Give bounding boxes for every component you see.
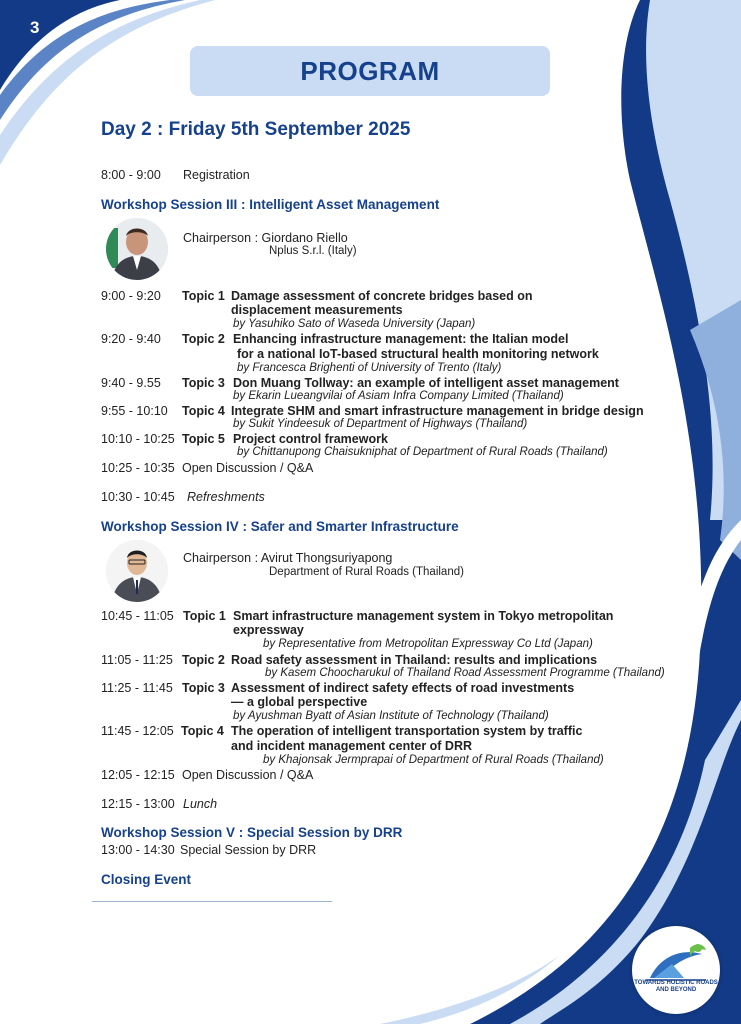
s3-topic1-label: Topic 1 [182, 289, 225, 303]
s4-topic1-label: Topic 1 [183, 609, 226, 623]
s4-discussion-time: 12:05 - 12:15 [101, 768, 175, 782]
registration-label: Registration [183, 168, 250, 182]
s4-topic3-title: Assessment of indirect safety effects of road investments [231, 681, 575, 695]
s4-topic4-title: The operation of intelligent transportation system by traffic [231, 724, 583, 738]
s4-topic3-label: Topic 3 [182, 681, 225, 695]
s3-discussion-label: Open Discussion / Q&A [182, 461, 314, 475]
s3-topic2-label: Topic 2 [182, 332, 225, 346]
s4-topic2-speaker: by Kasem Choocharukul of Thailand Road Assessment Programme (Thailand) [265, 667, 665, 679]
s3-topic5-speaker: by Chittanupong Chaisukniphat of Department of Rural Roads (Thailand) [237, 446, 608, 458]
s4-topic1-title: Smart infrastructure management system in Tokyo metropolitan [233, 609, 614, 623]
s4-topic3-speaker: by Ayushman Byatt of Asian Institute of Technology (Thailand) [233, 710, 549, 722]
s3-topic5-time: 10:10 - 10:25 [101, 432, 175, 446]
s4-break-time: 12:15 - 13:00 [101, 797, 175, 811]
page-number: 3 [30, 18, 40, 37]
s4-topic4-label: Topic 4 [181, 724, 224, 738]
s3-topic3-time: 9:40 - 9.55 [101, 376, 161, 390]
session4-chair-org: Department of Rural Roads (Thailand) [269, 566, 464, 578]
s4-topic1-time: 10:45 - 11:05 [101, 609, 174, 623]
s3-topic1-title-2: displacement measurements [231, 303, 403, 317]
s3-topic1-time: 9:00 - 9:20 [101, 289, 161, 303]
day-heading: Day 2 : Friday 5th September 2025 [101, 119, 411, 140]
s5-time: 13:00 - 14:30 [101, 843, 175, 857]
s4-topic2-title: Road safety assessment in Thailand: results and implications [231, 653, 598, 667]
s3-break-label: Refreshments [187, 490, 265, 504]
session4-title: Workshop Session IV : Safer and Smarter Infrastructure [101, 519, 459, 534]
session3-chair-name: Chairperson : Giordano Riello [183, 231, 348, 245]
s3-topic2-title-2: for a national IoT-based structural health monitoring network [237, 347, 599, 361]
s4-topic3-title-2: — a global perspective [231, 695, 368, 709]
conference-logo [632, 926, 720, 1014]
s4-discussion-label: Open Discussion / Q&A [182, 768, 314, 782]
chairperson-photo-giordano [106, 218, 168, 280]
s3-topic4-label: Topic 4 [182, 404, 225, 418]
session3-title: Workshop Session III : Intelligent Asset Management [101, 197, 440, 212]
title-banner [190, 46, 550, 96]
s3-topic3-title: Don Muang Tollway: an example of intelligent asset management [233, 376, 619, 390]
s3-topic5-title: Project control framework [233, 432, 388, 446]
closing-event: Closing Event [101, 872, 192, 887]
s4-topic1-title-2: expressway [233, 623, 304, 637]
s3-topic4-speaker: by Sukit Yindeesuk of Department of Highways (Thailand) [233, 418, 528, 430]
s3-topic5-label: Topic 5 [182, 432, 225, 446]
s3-topic2-speaker: by Francesca Brighenti of University of Trento (Italy) [237, 362, 502, 374]
s3-discussion-time: 10:25 - 10:35 [101, 461, 175, 475]
s4-topic4-speaker: by Khajonsak Jermprapai of Department of Rural Roads (Thailand) [263, 754, 604, 766]
s3-topic2-title: Enhancing infrastructure management: the Italian model [233, 332, 569, 346]
s4-topic2-label: Topic 2 [182, 653, 225, 667]
divider [92, 901, 332, 902]
session5-title: Workshop Session V : Special Session by DRR [101, 825, 403, 840]
s4-topic4-title-2: and incident management center of DRR [231, 739, 473, 753]
logo-text: TOWARDS HOLISTIC ROADS AND BEYOND [634, 980, 718, 993]
s3-topic1-title: Damage assessment of concrete bridges based on [231, 289, 533, 303]
session4-chair-name: Chairperson : Avirut Thongsuriyapong [183, 551, 393, 565]
session3-chair-org: Nplus S.r.l. (Italy) [269, 245, 357, 257]
s3-topic2-time: 9:20 - 9:40 [101, 332, 161, 346]
s4-topic4-time: 11:45 - 12:05 [101, 724, 174, 738]
page-title: PROGRAM [300, 56, 440, 86]
s4-break-label: Lunch [183, 797, 218, 811]
s4-topic2-time: 11:05 - 11:25 [101, 653, 173, 667]
s3-topic4-time: 9:55 - 10:10 [101, 404, 168, 418]
s3-topic1-speaker: by Yasuhiko Sato of Waseda University (Japan) [233, 318, 476, 330]
s3-break-time: 10:30 - 10:45 [101, 490, 175, 504]
s4-topic3-time: 11:25 - 11:45 [101, 681, 173, 695]
s3-topic3-label: Topic 3 [182, 376, 225, 390]
chairperson-photo-avirut [106, 540, 168, 602]
s5-label: Special Session by DRR [180, 843, 317, 857]
registration-time: 8:00 - 9:00 [101, 168, 161, 182]
s3-topic4-title: Integrate SHM and smart infrastructure management in bridge design [231, 404, 644, 418]
s4-topic1-speaker: by Representative from Metropolitan Expressway Co Ltd (Japan) [263, 638, 593, 650]
s3-topic3-speaker: by Ekarin Lueangvilai of Asiam Infra Company Limited (Thailand) [233, 390, 564, 402]
